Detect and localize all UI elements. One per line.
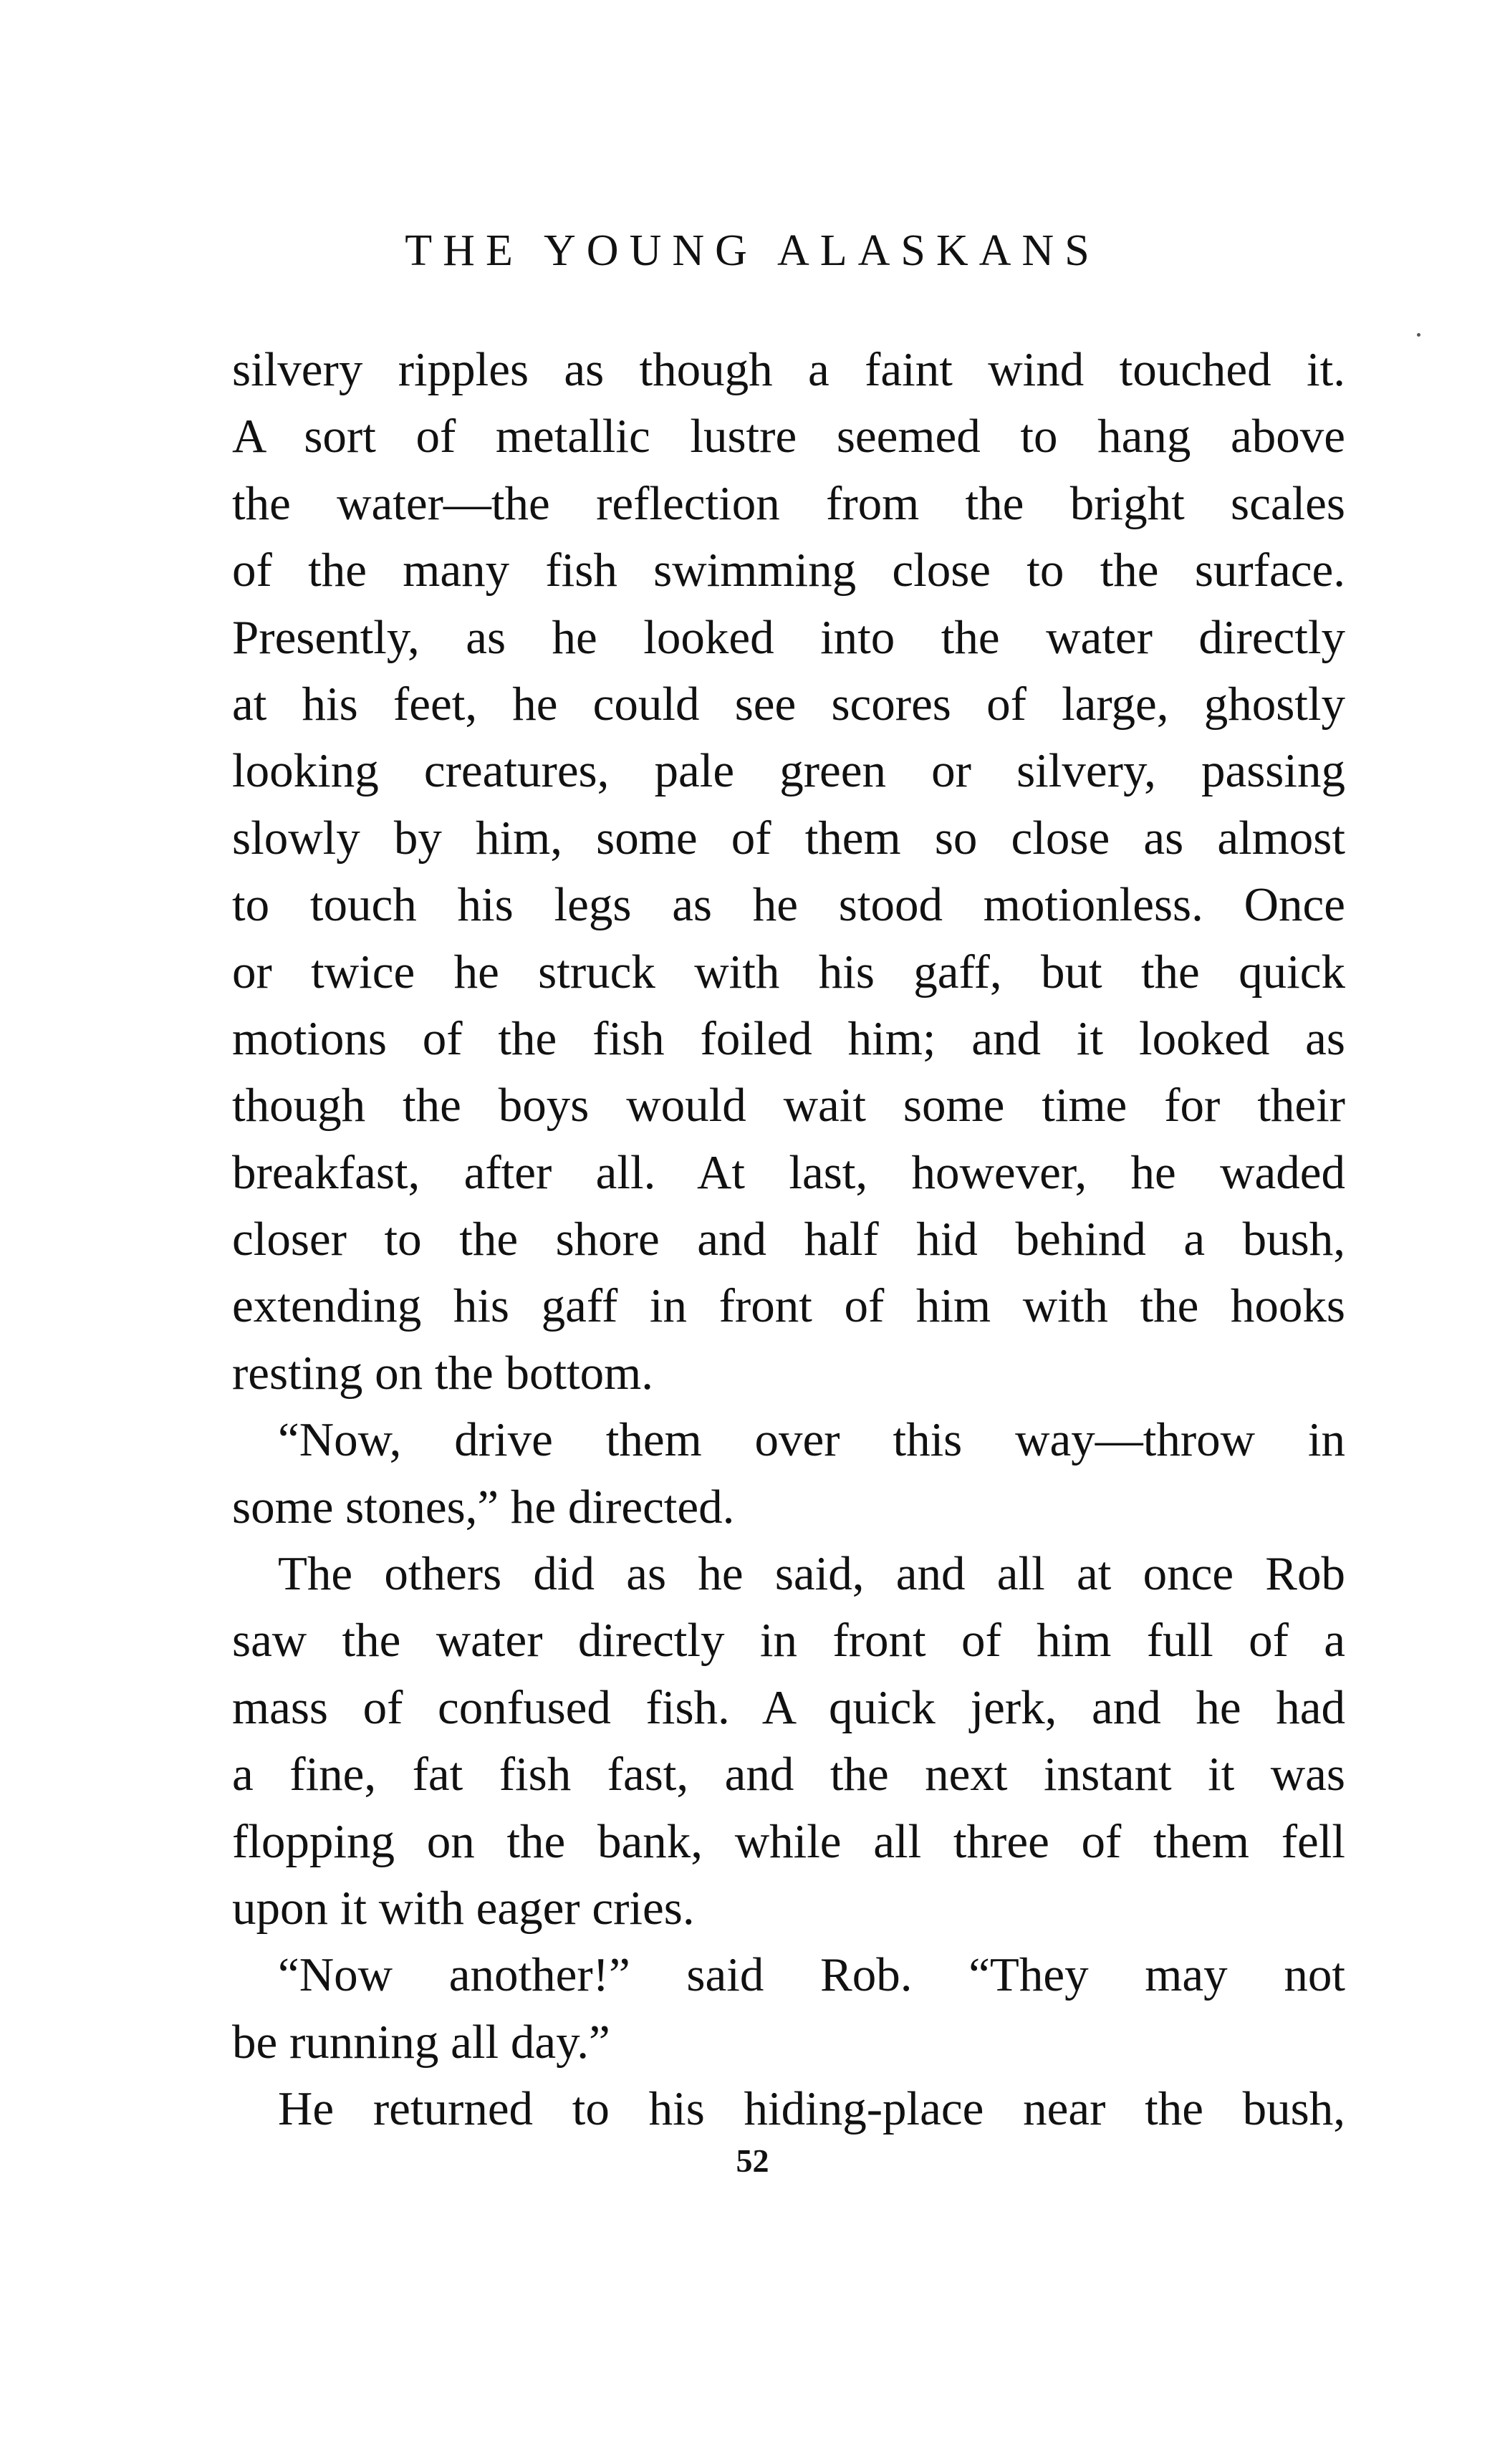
text-line: motions of the fish foiled him; and it looked as — [232, 1011, 1345, 1065]
scan-speck — [1417, 333, 1420, 337]
text-line: mass of confused fish. A quick jerk, and he had — [232, 1680, 1345, 1734]
text-line: looking creatures, pale green or silvery, passing — [232, 744, 1345, 798]
text-line: upon it with eager cries. — [232, 1881, 695, 1935]
text-line: He returned to his hiding-place near the bush, — [278, 2082, 1345, 2136]
text-line: at his feet, he could see scores of large, ghostly — [232, 677, 1345, 731]
text-line: “Now, drive them over this way—throw in — [278, 1413, 1345, 1467]
text-line: saw the water directly in front of him full of a — [232, 1614, 1345, 1667]
text-line: silvery ripples as though a faint wind touched it. — [232, 343, 1345, 396]
text-line: though the boys would wait some time for their — [232, 1079, 1345, 1132]
text-line: the water—the reflection from the bright scales — [232, 476, 1345, 530]
text-line: some stones,” he directed. — [232, 1480, 735, 1534]
text-line: closer to the shore and half hid behind a bush, — [232, 1213, 1345, 1266]
text-line: a fine, fat fish fast, and the next instant it was — [232, 1748, 1345, 1801]
text-line: Presently, as he looked into the water directly — [232, 610, 1345, 664]
text-line: The others did as he said, and all at once Rob — [278, 1547, 1345, 1601]
text-line: extending his gaff in front of him with the hooks — [232, 1279, 1345, 1333]
text-line: A sort of metallic lustre seemed to hang above — [232, 410, 1345, 463]
text-line: to touch his legs as he stood motionless. Once — [232, 878, 1345, 932]
text-line: of the many fish swimming close to the surface. — [232, 544, 1345, 597]
text-line: resting on the bottom. — [232, 1346, 654, 1400]
page-number: 52 — [736, 2142, 769, 2179]
text-line: breakfast, after all. At last, however, he waded — [232, 1145, 1345, 1199]
text-line: slowly by him, some of them so close as almost — [232, 811, 1345, 865]
text-line: “Now another!” said Rob. “They may not — [278, 1948, 1345, 2002]
text-line: or twice he struck with his gaff, but the quick — [232, 945, 1345, 998]
text-line: flopping on the bank, while all three of them fell — [232, 1814, 1345, 1868]
running-head: THE YOUNG ALASKANS — [405, 226, 1100, 275]
body-text — [232, 337, 1345, 2143]
text-line: be running all day.” — [232, 2015, 610, 2069]
